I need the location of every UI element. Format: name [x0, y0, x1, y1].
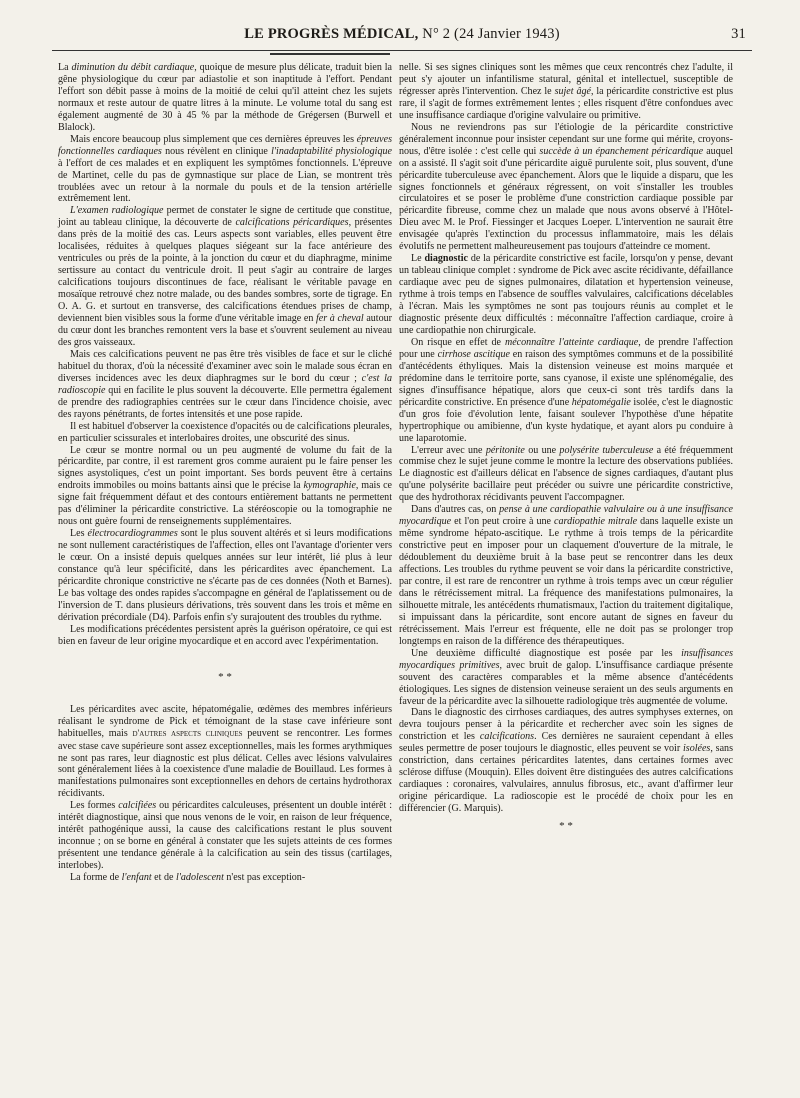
paragraph: Le diagnostic de la péricardite constrictive est facile, lorsqu'on y pense, devant un tableau clinique complet : syndrome de Pick avec ascite récidivante, défaillance cardiaque avec peu de signes pulmonaires, dilatation et hypertension veineuse, rythme à trois temps en l'absence de souffles valvulaires, calcifications décelables à l'écran. Mais les symptômes ne sont pas toujours réunis au complet et le diagnostic présente deux difficultés : méconnaître l'affection cardiaque, croire à une cardiopathie non chirurgicale.: [399, 253, 733, 336]
paragraph: nelle. Si ses signes cliniques sont les mêmes que ceux rencontrés chez l'adulte, il peut s'y ajouter un infantilisme statural, génital et intellectuel, susceptible de régresser après l'intervention. Chez le sujet âgé, la péricardite constrictive est plus rare, il s'agit de formes extrêmement lentes ; elles risquent d'être confondues avec une insuffisance cardiaque d'origine valvulaire ou primitive.: [399, 62, 733, 121]
italic-run: pense à une cardiopathie valvulaire ou à une insuffisance myocardique: [399, 504, 734, 528]
issue-date: N° 2 (24 Janvier 1943): [422, 26, 560, 42]
italic-run: péritonite: [485, 444, 525, 456]
paragraph: Une deuxième difficulté diagnostique est posée par les insuffisances myocardiques primitives, avec bruit de galop. L'insuffisance cardiaque présente souvent des caractères comparables et la même absence d'antécédents étiologiques. Les signes de distension veineuse seraient un des seuls arguments en faveur de la péricardite avec la silhouette radiologique très augmentée de volume.: [399, 647, 733, 707]
bold-run: diagnostic: [424, 253, 468, 265]
italic-run: cardiopathie mitrale: [554, 516, 638, 528]
left-column: [58, 62, 392, 884]
running-title: [52, 26, 752, 43]
paragraph: L'erreur avec une péritonite ou une polysérite tuberculeuse a été fréquemment commise chez le sujet jeune comme le montre la lecture des observations publiées. Le diagnostic est d'ailleurs délicat en l'absence de signes cardiaques, d'autant plus qu'une polysérite bacillaire peut précéder ou suivre une péricardite constrictive, que des hydrothorax récidivants peuvent l'accompagner.: [399, 444, 734, 504]
italic-run: l'enfant: [121, 872, 152, 884]
italic-run: L'examen radiologique: [70, 205, 164, 217]
italic-run: sujet âgé: [554, 85, 591, 97]
italic-run: diminution du débit cardiaque: [71, 62, 195, 73]
header-rule: [52, 50, 752, 51]
page-header: [52, 26, 752, 46]
italic-run: succède à un épanchement péricardique: [539, 145, 704, 157]
italic-run: cirrhose ascitique: [437, 348, 510, 360]
italic-run: calcifiées: [118, 800, 157, 812]
italic-run: fer à cheval: [316, 313, 364, 325]
paragraph: La forme de l'enfant et de l'adolescent n'est pas exception-: [70, 872, 306, 884]
end-mark: * *: [559, 820, 573, 833]
paragraph: Il est habituel d'observer la coexistence d'opacités ou de calcifications pleurales, en particulier scissurales et interlobaires droites, une obscurité des sinus.: [58, 420, 392, 444]
paragraph: Nous ne reviendrons pas sur l'étiologie de la péricardite constrictive généralement inconnue pour insister cependant sur une forme qui mérite, croyons-nous, d'être isolée : c'est celle qui succède à un épanchement péricardique auquel on a assisté. Il s'agit soit d'une péricardite aiguë purulente soit, plus souvent, d'une péricardite tuberculeuse avec épanchement. Alors que le liquide a disparu, que les signes fonctionnels et généraux régressent, on voit s'installer les troubles circulatoires et se poser le problème d'une constriction cardiaque possible par péricardite fibreuse, comme chez un malade que nous avons observé à l'Hôtel-Dieu avec M. le Prof. Fiessinger et Jacques Loeper. L'intervention ne saurait être envisagée qu'après l'extinction du processus inflammatoire, mais les délais évolutifs ne permettent malheureusement pas toujours d'atteindre ce moment.: [399, 121, 734, 253]
italic-run: l'adolescent: [175, 872, 224, 884]
italic-run: calcifications péricardiques: [235, 217, 349, 229]
paragraph: La diminution du débit cardiaque, quoique de mesure plus délicate, traduit bien la gêne physiologique du cœur par adiastolie et son inaptitude à l'effort. Pendant l'effort son débit passe à moins de la moitié de celui qu'il atteint chez les sujets normaux et reste autour de quatre litres à la minute. Le volume total du sang est également augmenté de 30 à 45 % par la méthode de Grégersen (Burwell et Blalock).: [58, 62, 392, 133]
paragraph: Dans le diagnostic des cirrhoses cardiaques, des autres symphyses externes, on devra toujours penser à la péricardite et rechercher avec soin les signes de constriction et les calcifications. Ces dernières ne sauraient cependant à elles seules permettre de poser toujours le diagnostic, elles peuvent se voir isolées, sans constriction, dans certaines péricardites latentes, dans certaines formes avec sclérose diffuse (Mouquin). Elles doivent être distinguées des autres calcifications cardiaques : coronaires, valvulaires, annulus fibrosus, etc., avant d'affirmer leur origine péricardique. La radioscopie est le procédé de choix pour les en différencier (G. Marquis).: [399, 707, 733, 815]
italic-run: calcifications: [479, 731, 535, 743]
italic-run: insuffisances myocardiques primitives: [399, 647, 733, 671]
paragraph: Mais encore beaucoup plus simplement que ces dernières épreuves les épreuves fonctionnelles cardiaques nous révèlent en clinique l'inadaptabilité physiologique à l'effort de ces malades et en expliquent les symptômes fonctionnels. L'épreuve de Martinet, celle du pas de gymnastique sur place de Lian, se montrent très troublées avec un retour à la normale du pouls et de la tension artérielle extrêmement lent.: [58, 133, 392, 205]
paragraph: On risque en effet de méconnaître l'atteinte cardiaque, de prendre l'affection pour une cirrhose ascitique en raison des symptômes communs et de la possibilité d'antécédents éthyliques. Mais la distension veineuse est moins marquée et prédomine dans le territoire porte, sans cyanose, il existe une splénomégalie, des signes d'insuffisance hépatique, alors que ceux-ci sont très tardifs dans la péricardite constrictive. En présence d'une hépatomégalie isolée, c'est le diagnostic d'un gros foie d'évolution lente, faisant soulever l'hypothèse d'une hépatite hypertrophique ou amibienne, d'un kyste hydatique, et ayant alors pu conduire à une laparotomie.: [399, 336, 733, 444]
paragraph: Dans d'autres cas, on pense à une cardiopathie valvulaire ou à une insuffisance myocardique et l'on peut croire à une cardiopathie mitrale dans laquelle existe un même syndrome hépato-ascitique. Le rythme à trois temps de la péricardite constrictive peut en imposer pour un claquement d'ouverture de la mitrale, le dédoublement du deuxième bruit à la base peut se rencontrer dans les deux affections. Les troubles du rythme peuvent se voir dans la péricardite constrictive, par contre, il est rare de rencontrer un rythme à trois temps avec un cœur régulier dans le rétrécissement mitral. La fréquence des manifestations pulmonaires, la silhouette mitrale, les antécédents rhumatismaux, l'action du traitement digitalique, si impuissant dans la péricardite, sont encore autant de signes en faveur du rétrécissement. Mais l'erreur est fréquente, elle ne doit pas se prolonger trop longtemps en raison de la différence des thérapeutiques.: [399, 504, 734, 647]
italic-run: polysérite tuberculeuse: [559, 444, 654, 456]
page-number: 31: [731, 26, 746, 42]
small-caps-run: d'autres aspects cliniques: [132, 728, 243, 739]
paragraph: L'examen radiologique permet de constater le signe de certitude que constitue, joint au tableau clinique, la découverte de calcifications péricardiques, présentes dans près de la moitié des cas. Leurs aspects sont variables, elles peuvent être localisées, réduites à quelques plaques siégeant sur la face antérieure des ventricules ou près de la pointe, à la jonction du cœur et du diaphragme, minime sertissure au contact du ventricule droit. Il peut s'agir au contraire de larges calcifications toujours discontinues de face, réalisant le véritable pavage en mosaïque retrouvé chez notre malade, ou des bandes sombres, sorte de tigrage. En O. A. G. et surtout en transverse, des calcifications étendues prises de champ, deviennent bien visibles sous la forme d'une véritable image en fer à cheval autour du cœur dont les branches remontent vers la base et s'ouvrent seulement au niveau des gros vaisseaux.: [58, 205, 393, 348]
italic-run: électrocardiogrammes: [87, 528, 178, 540]
paragraph: Le cœur se montre normal ou un peu augmenté de volume du fait de la péricardite, par contre, il est rarement gros comme auraient pu le faire penser les signes asystoliques, c'est un point important. Ses bords peuvent être à certains endroits immobiles ou moins battants ainsi que le précise la kymographie, mais ce signe fait fréquemment défaut et des contours entièrement battants ne permettent pas d'éliminer la péricardite constrictive. La stéréoscopie ou la tomographie ne nous ont guère fourni de renseignements supplémentaires.: [58, 444, 392, 528]
italic-run: kymographie: [303, 480, 356, 492]
paragraph: Les modifications précédentes persistent après la guérison opératoire, ce qui est bien en faveur de leur origine myocardique et en accord avec l'expérimentation.: [58, 623, 392, 647]
journal-name: LE PROGRÈS MÉDICAL,: [244, 26, 419, 42]
italic-run: hépatomégalie: [571, 396, 631, 408]
paragraph: Mais ces calcifications peuvent ne pas être très visibles de face et sur le cliché habituel du thorax, d'où la nécessité d'examiner avec soin le malade sous écran en diverses incidences avec les deux diaphragmes sur le bord du cœur ; c'est la radioscopie qui en facilite le plus souvent la découverte. Elle permettra également de prendre des radiographies centrées sur le cœur dans l'incidence choisie, avec des rayons pénétrants, de fortes intensités et une pose rapide.: [58, 348, 392, 420]
italic-run: isolées: [683, 743, 711, 755]
italic-run: épreuves fonctionnelles cardiaques: [58, 133, 392, 157]
italic-run: l'inadaptabilité physiologique: [271, 145, 392, 157]
section-separator: * *: [218, 670, 232, 683]
italic-run: c'est la radioscopie: [58, 372, 392, 396]
paragraph: Les formes calcifiées ou péricardites calculeuses, présentent un double intérêt : intérêt diagnostique, ainsi que nous venons de le voir, en raison de leur fréquence, intérêt pathogénique aussi, la cause des calcifications restant le plus souvent inconnue ; on se borne en général à constater que les sujets atteints de ces formes présentent une tendance générale à la calcification au sein des tissus (cartilages, interlobes).: [58, 800, 392, 872]
paragraph: Les péricardites avec ascite, hépatomégalie, œdèmes des membres inférieurs réalisant le syndrome de Pick et témoignant de la stase cave inférieure sont habituelles, mais d'autres aspects cliniques peuvent se rencontrer. Les formes avec stase cave supérieure sont assez exceptionnelles, mais les formes arythmiques ne sont pas rares, leur diagnostic est plus délicat. Celles avec lésions valvulaires sont généralement liées à la coexistence d'une maladie de Bouillaud. Les formes à manifestations pulmonaires sont exceptionnelles en dehors de certains hydrothorax récidivants.: [58, 703, 392, 800]
italic-run: méconnaître l'atteinte cardiaque: [504, 336, 639, 348]
paragraph: Les électrocardiogrammes sont le plus souvent altérés et si leurs modifications ne sont nullement caractéristiques de l'affection, elles ont l'avantage d'orienter vers le cœur. On a insisté depuis quelques années sur leur intérêt, lié plus à leur constance qu'à leur spécificité, dans les péricardites avec épanchement. La péricardite chronique constrictive ne s'écarte pas de ces données (Noth et Barnes). Le bas voltage des ondes rapides s'accompagne en général de l'aplatissement ou de l'inversion de T. dans plusieurs dérivations, très souvent dans les trois et même en dérivation précordiale (D4). Parfois enfin s'y surajoutent des troubles du rythme.: [58, 528, 392, 623]
header-rule-accent: [270, 53, 390, 55]
right-column: [399, 62, 733, 831]
